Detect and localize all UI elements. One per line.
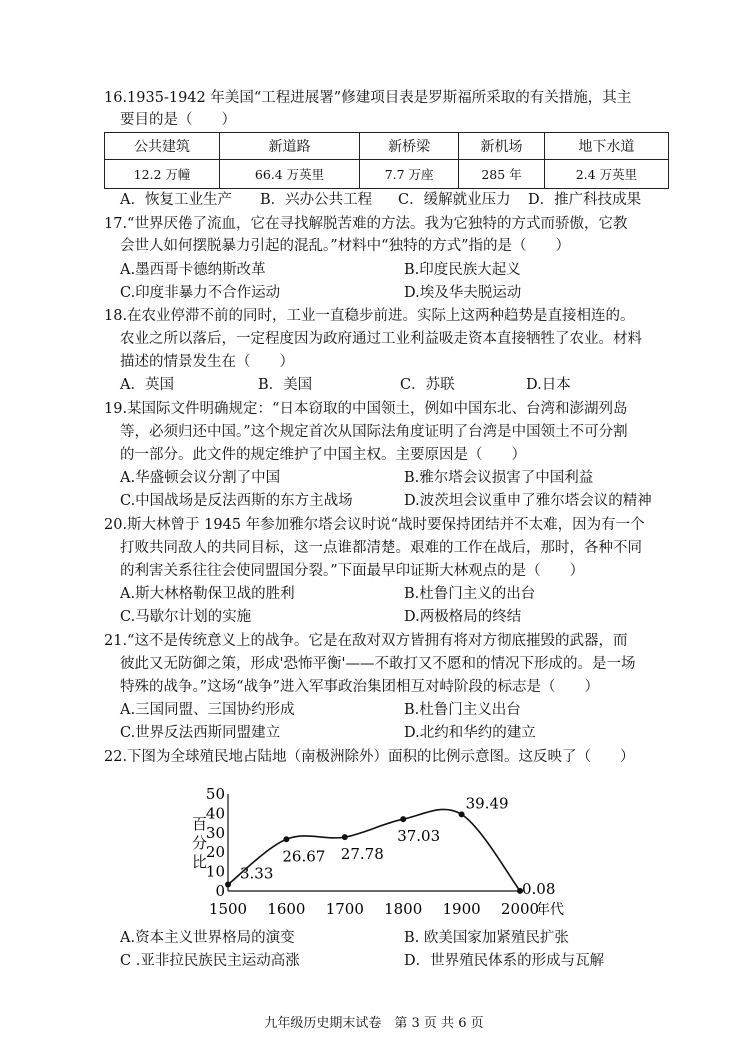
table-header-cell: 地下水道	[544, 133, 668, 160]
data-label: 39.49	[465, 794, 509, 813]
table-header-cell: 新机场	[459, 133, 545, 160]
y-axis-title-char-3: 比	[192, 853, 208, 871]
data-point	[459, 811, 465, 817]
q16-option-b[interactable]: B．兴办公共工程	[260, 192, 373, 208]
q17-stem-line2: 会世人如何摆脱暴力引起的混乱。”材料中“独特的方式”指的是（ ）	[120, 238, 570, 254]
q22-option-d[interactable]: D．世界殖民体系的形成与瓦解	[404, 953, 605, 969]
data-label: 26.67	[282, 847, 326, 866]
data-point	[283, 836, 289, 842]
table-value-cell: 2.4 万英里	[544, 160, 668, 189]
table-value-cell: 285 年	[459, 160, 545, 189]
q21-option-a[interactable]: A.三国同盟、三国协约形成	[120, 702, 295, 718]
data-point	[225, 882, 231, 888]
q19-stem-line1: 19.某国际文件明确规定：“日本窃取的中国领土，例如中国东北、台湾和澎湖列岛	[104, 401, 628, 417]
q16-project-table	[104, 132, 669, 189]
q17-option-c[interactable]: C.印度非暴力不合作运动	[120, 285, 281, 301]
colony-area-line-chart	[180, 780, 580, 930]
q20-option-a[interactable]: A.斯大林格勒保卫战的胜利	[120, 586, 295, 602]
y-tick-label: 20	[205, 843, 225, 862]
q22-option-c[interactable]: C .亚非拉民族民主运动高涨	[120, 953, 300, 969]
q16-option-c[interactable]: C．缓解就业压力	[398, 192, 511, 208]
q16-option-d[interactable]: D．推广科技成果	[528, 192, 642, 208]
data-point	[342, 834, 348, 840]
table-value-cell: 66.4 万英里	[220, 160, 360, 189]
q19-option-d[interactable]: D.波茨坦会议重申了雅尔塔会议的精神	[404, 493, 652, 509]
q16-stem-line1: 16.1935-1942 年美国“工程进展署”修建项目表是罗斯福所采取的有关措施，其主	[104, 90, 632, 106]
y-axis-title-char-1: 百	[192, 815, 208, 833]
q21-option-c[interactable]: C.世界反法西斯同盟建立	[120, 725, 281, 741]
q17-option-d[interactable]: D.埃及华夫脱运动	[404, 285, 522, 301]
q22-option-b[interactable]: B. 欧美国家加紧殖民扩张	[404, 930, 569, 946]
x-axis-title: 年代	[536, 902, 564, 918]
q18-stem-line1: 18.在农业停滞不前的同时，工业一直稳步前进。实际上这两种趋势是直接相连的。	[104, 308, 635, 324]
q17-stem-line1: 17.“世界厌倦了流血，它在寻找解脱苦难的方法。我为它独特的方式而骄傲，它教	[104, 216, 628, 232]
table-header-cell: 公共建筑	[105, 133, 220, 160]
q18-stem-line3: 描述的情景发生在（ ）	[120, 354, 294, 370]
q22-stem-line1: 22.下图为全球殖民地占陆地（南极洲除外）面积的比例示意图。这反映了（ ）	[104, 749, 635, 765]
q22-option-a[interactable]: A.资本主义世界格局的演变	[120, 930, 295, 946]
page-footer: 九年级历史期末试卷 第 3 页 共 6 页	[264, 1016, 484, 1031]
q21-stem-line2: 彼此又无防御之策，形成'恐怖平衡'——不敢打又不愿和的情况下形成的。是一场	[120, 656, 636, 672]
q19-option-a[interactable]: A.华盛顿会议分割了中国	[120, 470, 281, 486]
y-tick-label: 10	[205, 862, 225, 881]
q21-option-d[interactable]: D.北约和华约的建立	[404, 725, 536, 741]
q19-stem-line3: 的一部分。此文件的规定维护了中国主权。主要原因是（ ）	[120, 447, 526, 463]
q21-option-b[interactable]: B.杜鲁门主义出台	[404, 702, 521, 718]
x-tick-label: 1500	[208, 900, 248, 918]
y-tick-label: 30	[205, 823, 225, 842]
q20-stem-line2: 打败共同敌人的共同目标，这一点谁都清楚。艰难的工作在战后，那时，各种不同	[120, 540, 642, 556]
table-value-cell: 12.2 万幢	[105, 160, 220, 189]
q16-option-a[interactable]: A．恢复工业生产	[120, 192, 232, 208]
y-tick-label: 40	[205, 804, 225, 823]
x-tick-label: 1900	[442, 900, 481, 918]
data-label: 3.33	[240, 864, 274, 883]
q18-option-c[interactable]: C．苏联	[400, 377, 455, 393]
q20-option-b[interactable]: B.杜鲁门主义的出台	[404, 586, 536, 602]
q17-option-a[interactable]: A.墨西哥卡德纳斯改革	[120, 262, 266, 278]
x-tick-label: 1800	[384, 900, 423, 918]
q18-option-a[interactable]: A．英国	[120, 377, 174, 393]
data-label: 37.03	[397, 827, 441, 846]
table-value-cell: 7.7 万座	[360, 160, 459, 189]
y-tick-label: 50	[205, 785, 225, 803]
data-label: 27.78	[340, 845, 384, 864]
data-label: 0.08	[522, 879, 556, 898]
q20-option-c[interactable]: C.马歇尔计划的实施	[120, 609, 252, 625]
q18-option-b[interactable]: B．美国	[258, 377, 313, 393]
q19-stem-line2: 等，必须归还中国。”这个规定首次从国际法角度证明了台湾是中国领土不可分割	[120, 424, 628, 440]
q21-stem-line3: 特殊的战争。”这场“战争”进入军事政治集团相互对峙阶段的标志是（ ）	[120, 679, 599, 695]
x-tick-label: 2000	[500, 900, 540, 918]
y-tick-label: 0	[215, 882, 225, 900]
q21-stem-line1: 21.“这不是传统意义上的战争。它是在敌对双方皆拥有将对方彻底摧毁的武器，而	[104, 633, 628, 649]
q19-option-c[interactable]: C.中国战场是反法西斯的东方主战场	[120, 493, 353, 509]
table-header-cell: 新道路	[220, 133, 360, 160]
x-tick-label: 1600	[267, 900, 306, 918]
q20-stem-line3: 的利害关系往往会使同盟国分裂。”下面最早印证斯大林观点的是（ ）	[120, 563, 585, 579]
q18-option-d[interactable]: D.日本	[526, 377, 571, 393]
x-tick-label: 1700	[325, 900, 364, 918]
q20-stem-line1: 20.斯大林曾于 1945 年参加雅尔塔会议时说“战时要保持团结并不太难，因为有一个	[104, 517, 645, 533]
data-point	[400, 816, 406, 822]
q16-stem-line2: 要目的是（ ）	[120, 112, 236, 128]
table-header-cell: 新桥梁	[360, 133, 459, 160]
q18-stem-line2: 农业之所以落后，一定程度因为政府通过工业利益吸走资本直接牺牲了农业。材料	[120, 331, 642, 347]
q17-option-b[interactable]: B.印度民族大起义	[404, 262, 521, 278]
y-axis-title-char-2: 分	[192, 834, 208, 852]
q19-option-b[interactable]: B.雅尔塔会议损害了中国利益	[404, 470, 594, 486]
q20-option-d[interactable]: D.两极格局的终结	[404, 609, 522, 625]
